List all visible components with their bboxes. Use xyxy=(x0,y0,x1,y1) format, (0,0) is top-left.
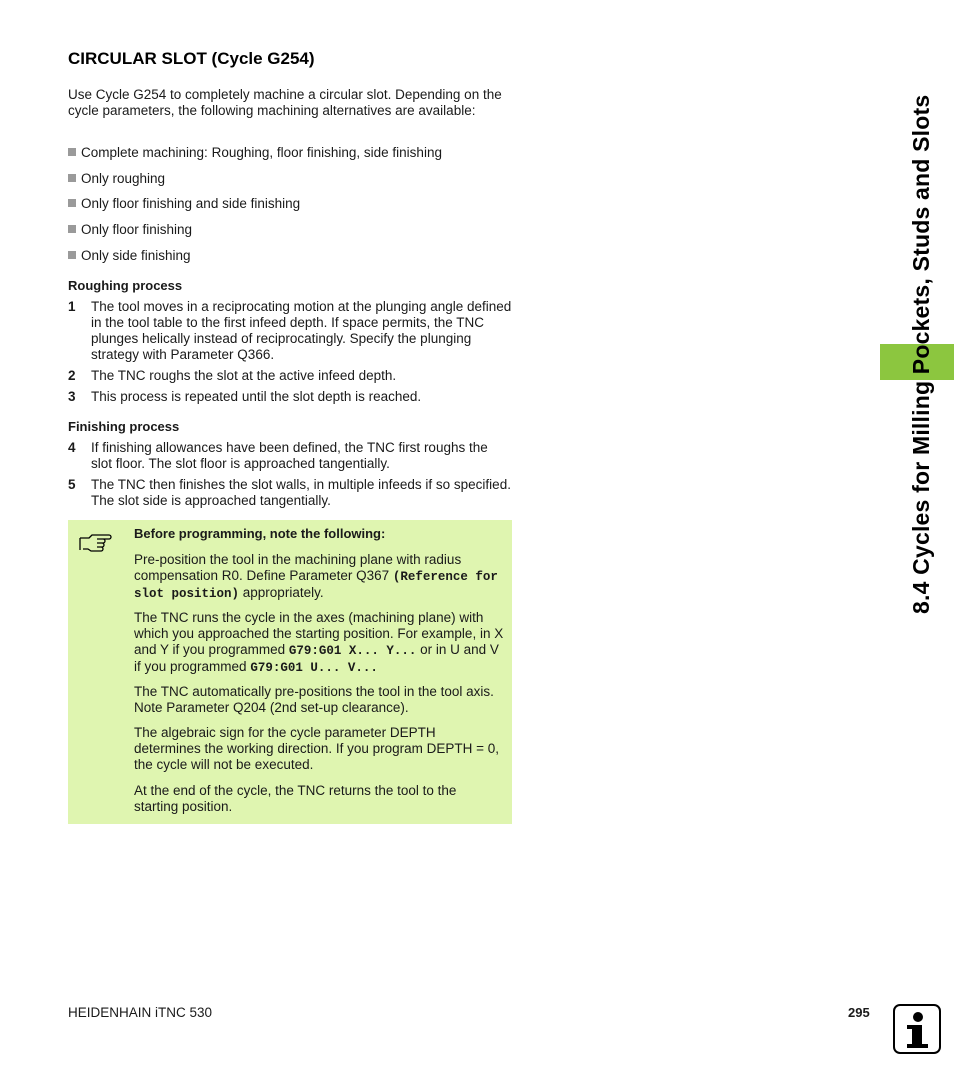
roughing-heading: Roughing process xyxy=(68,278,183,293)
intro-paragraph: Use Cycle G254 to completely machine a circular slot. Depending on the cycle parameters, the following machining alternatives are available: xyxy=(68,87,502,118)
note-heading: Before programming, note the following: xyxy=(134,526,386,541)
pointing-hand-icon xyxy=(78,528,112,556)
square-bullet-icon xyxy=(68,174,76,182)
list-item: Complete machining: Roughing, floor finishing, side finishing xyxy=(68,145,442,161)
square-bullet-icon xyxy=(68,148,76,156)
list-item: Only roughing xyxy=(68,171,165,187)
chapter-title: 8.4 Cycles for Milling Pockets, Studs and Slots xyxy=(908,94,934,614)
square-bullet-icon xyxy=(68,251,76,259)
info-icon xyxy=(893,1004,941,1054)
note-paragraph: The TNC automatically pre-positions the tool in the tool axis. Note Parameter Q204 (2nd set-up clearance). xyxy=(134,684,494,715)
step-item: 3 This process is repeated until the slot depth is reached. xyxy=(68,389,422,404)
note-box xyxy=(68,520,512,824)
note-paragraph: The algebraic sign for the cycle parameter DEPTH determines the working direction. If you program DEPTH = 0, the cycle will not be executed. xyxy=(134,725,500,772)
step-item: 1 The tool moves in a reciprocating motion at the plunging angle defined in the tool table to the first infeed depth. If space permits, the TNC plunges helically instead of reciprocatingly. Specify the plunging strategy with Parameter Q366. xyxy=(68,299,512,362)
step-item: 4 If finishing allowances have been defined, the TNC first roughs the slot floor. The slot floor is approached tangentially. xyxy=(68,440,488,471)
step-item: 2 The TNC roughs the slot at the active infeed depth. xyxy=(68,368,397,383)
note-paragraph: At the end of the cycle, the TNC returns the tool to the starting position. xyxy=(134,783,457,814)
step-item: 5 The TNC then finishes the slot walls, in multiple infeeds if so specified. The slot side is approached tangentially. xyxy=(68,477,511,508)
note-paragraph: Pre-position the tool in the machining plane with radius compensation R0. Define Parameter Q367 (Reference for slot position) appropriately. xyxy=(134,552,498,601)
page-number: 295 xyxy=(848,1005,870,1020)
finishing-heading: Finishing process xyxy=(68,419,180,434)
square-bullet-icon xyxy=(68,199,76,207)
manual-name: HEIDENHAIN iTNC 530 xyxy=(68,1005,213,1020)
list-item: Only floor finishing xyxy=(68,222,192,238)
square-bullet-icon xyxy=(68,225,76,233)
list-item: Only side finishing xyxy=(68,248,191,264)
note-paragraph: The TNC runs the cycle in the axes (machining plane) with which you approached the starting position. For example, in X and Y if you programmed G79:G01 X... Y... or in U and V if you programmed G79:G01 U... V... xyxy=(134,610,504,675)
section-title: CIRCULAR SLOT (Cycle G254) xyxy=(68,49,315,68)
list-item: Only floor finishing and side finishing xyxy=(68,196,300,212)
